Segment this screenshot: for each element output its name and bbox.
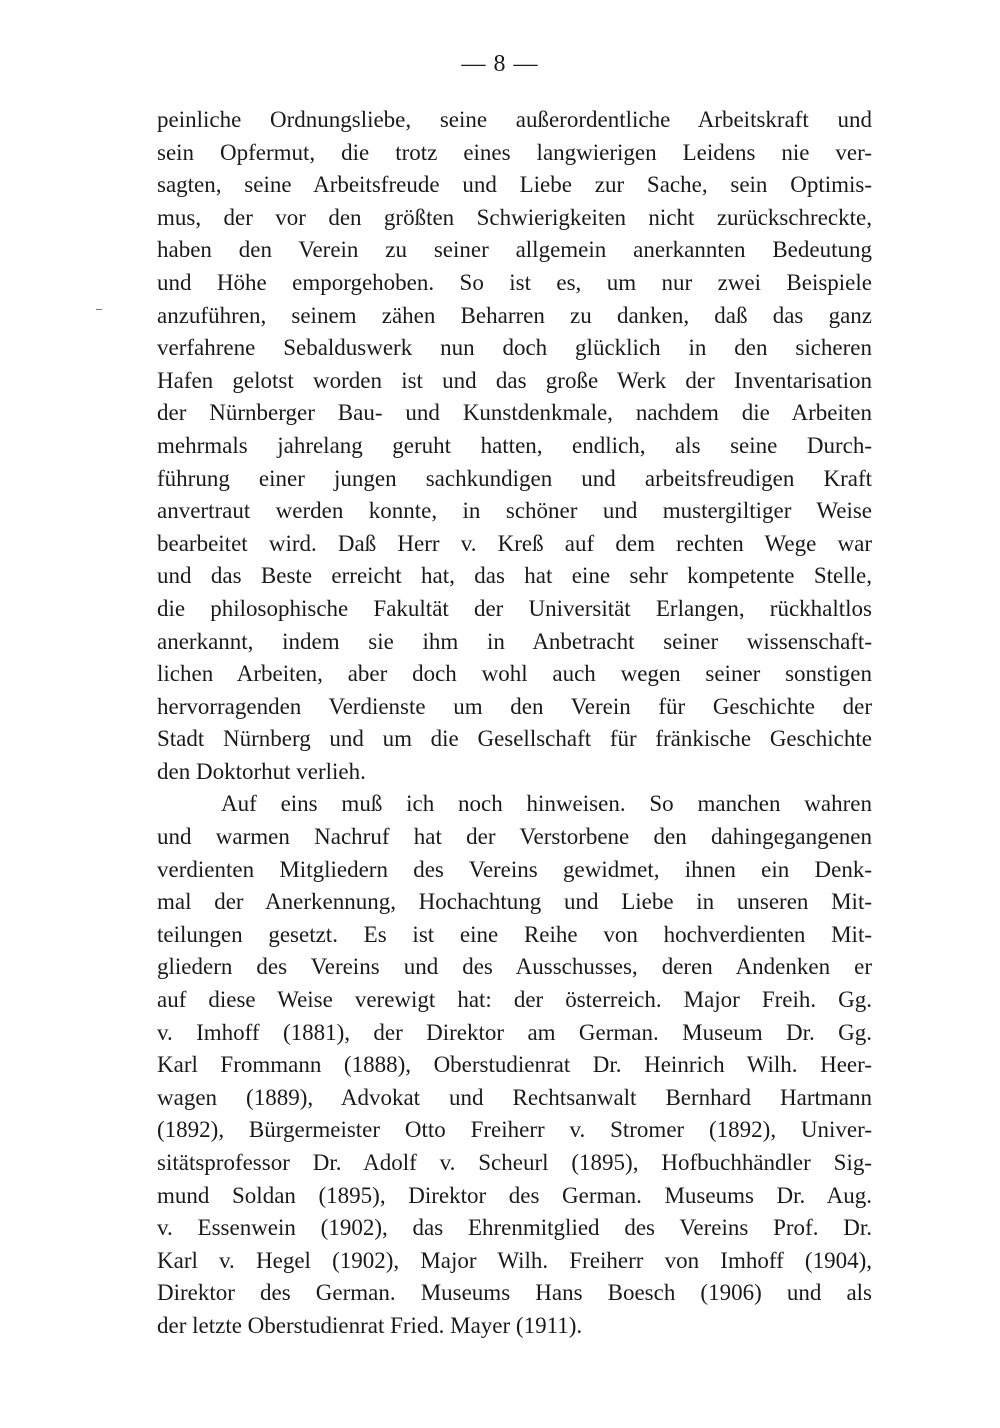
text-line: sagten, seine Arbeitsfreude und Liebe zur Sache, sein Optimis- [157,172,872,198]
text-line: Karl v. Hegel (1902), Major Wilh. Freiherr von Imhoff (1904), [157,1247,872,1273]
text-line: (1892), Bürgermeister Otto Freiherr v. Stromer (1892), Univer- [157,1117,872,1143]
page-number: — 8 — [461,51,539,77]
text-line: und Höhe emporgehoben. So ist es, um nur zwei Beispiele [157,269,872,295]
text-line: die philosophische Fakultät der Universität Erlangen, rückhaltlos [157,595,872,621]
text-line: sitätsprofessor Dr. Adolf v. Scheurl (1895), Hofbuchhändler Sig- [157,1150,872,1175]
text-line: lichen Arbeiten, aber doch wohl auch wegen seiner sonstigen [157,661,872,687]
text-line: Auf eins muß ich noch hinweisen. So manchen wahren [221,791,872,817]
text-line: und warmen Nachruf hat der Verstorbene den dahingegangenen [157,824,872,850]
text-line: den Doktorhut verlieh. [157,758,366,784]
text-line: der letzte Oberstudienrat Fried. Mayer (1911). [157,1312,583,1338]
text-line: mal der Anerkennung, Hochachtung und Liebe in unseren Mit- [157,889,872,915]
text-line: v. Imhoff (1881), der Direktor am German. Museum Dr. Gg. [157,1019,872,1045]
text-line: anvertraut werden konnte, in schöner und mustergiltiger Weise [157,498,872,524]
text-line: führung einer jungen sachkundigen und arbeitsfreudigen Kraft [157,465,872,491]
text-line: anzuführen, seinem zähen Beharren zu danken, daß das ganz [157,302,872,328]
text-line: verdienten Mitgliedern des Vereins gewidmet, ihnen ein Denk- [157,856,872,882]
margin-mark [96,309,102,310]
text-line: Hafen gelotst worden ist und das große Werk der Inventarisation [157,367,872,393]
text-line: und das Beste erreicht hat, das hat eine sehr kompetente Stelle, [157,563,872,589]
text-line: anerkannt, indem sie ihm in Anbetracht seiner wissenschaft- [157,628,872,654]
text-line: Stadt Nürnberg und um die Gesellschaft für fränkische Geschichte [157,726,872,752]
paragraph-2 [157,788,872,1342]
text-line: bearbeitet wird. Daß Herr v. Kreß auf dem rechten Wege war [157,530,872,556]
text-line: haben den Verein zu seiner allgemein anerkannten Bedeutung [157,237,872,263]
text-line: hervorragenden Verdienste um den Verein für Geschichte der [157,693,872,719]
text-line: Direktor des German. Museums Hans Boesch (1906) und als [157,1280,872,1306]
text-line: Karl Frommann (1888), Oberstudienrat Dr. Heinrich Wilh. Heer- [157,1052,872,1078]
text-line: gliedern des Vereins und des Ausschusses, deren Andenken er [157,954,872,980]
text-line: v. Essenwein (1902), das Ehrenmitglied des Vereins Prof. Dr. [157,1215,872,1241]
text-line: der Nürnberger Bau- und Kunstdenkmale, nachdem die Arbeiten [157,400,872,426]
text-line: peinliche Ordnungsliebe, seine außerordentliche Arbeitskraft und [157,107,872,132]
paragraph-1 [157,104,872,788]
text-line: mund Soldan (1895), Direktor des German. Museums Dr. Aug. [157,1182,872,1208]
text-line: mehrmals jahrelang geruht hatten, endlich, als seine Durch- [157,432,872,458]
text-line: sein Opfermut, die trotz eines langwierigen Leidens nie ver- [157,139,872,165]
text-line: mus, der vor den größten Schwierigkeiten nicht zurückschreckte, [157,204,872,230]
text-line: teilungen gesetzt. Es ist eine Reihe von hochverdienten Mit- [157,921,872,947]
text-line: verfahrene Sebalduswerk nun doch glücklich in den sicheren [157,335,872,361]
text-line: auf diese Weise verewigt hat: der österreich. Major Freih. Gg. [157,987,872,1013]
text-line: wagen (1889), Advokat und Rechtsanwalt Bernhard Hartmann [157,1084,872,1110]
body-text [157,104,872,1343]
